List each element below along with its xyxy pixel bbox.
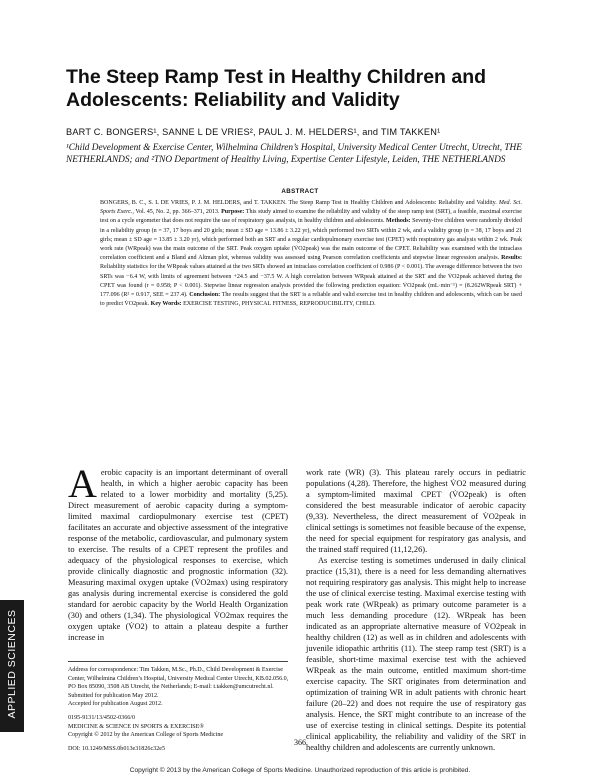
keywords-label: Key Words:	[150, 301, 182, 308]
intro-paragraph-1-cont: work rate (WR) (3). This plateau rarely occurs in pediatric populations (4,28). Therefore, the highest V̇O2 measured during a symptom-limited maximal CPET (V̇O2peak) is often considered the best measurable indicator of aerobic capacity (9,33). Nevertheless, the direct measurement of V̇O2peak in clinical settings is sometimes not feasible because of the expense, the need for special equipment for respiratory gas analysis, and the trained staff required (11,12,26).	[306, 468, 527, 554]
copyright-note: Copyright © 2012 by the American College of Sports Medicine	[68, 732, 224, 739]
sidebar-label: APPLIED SCIENCES	[6, 609, 18, 719]
affiliations: ¹Child Development & Exercise Center, Wilhelmina Children’s Hospital, University Medical Center Utrecht, Utrecht, THE NETHERLANDS; and ²TNO Department of Healthy Living, Expertise Center Lifestyle, Leiden, THE NETHERLANDS	[66, 143, 522, 165]
drop-cap: A	[68, 461, 97, 506]
doi-note: DOI: 10.1249/MSS.0b013e31826c32e5	[68, 745, 165, 752]
abstract-text	[100, 199, 522, 309]
results-label: Results:	[501, 255, 522, 262]
abstract-citation: BONGERS, B. C., S. L DE VRIES, P. J. M. HELDERS, and T. TAKKEN. The Steep Ramp Test in Healthy Children and Adolescents: Reliability and Validity.	[100, 200, 499, 206]
keywords-text: EXERCISE TESTING, PHYSICAL FITNESS, REPRODUCIBILITY, CHILD.	[181, 301, 376, 308]
body-column-left	[68, 461, 288, 643]
copyright-footer: Copyright © 2013 by the American College of Sports Medicine. Unauthorized reproduction of this article is prohibited.	[129, 767, 471, 774]
footnote-divider	[68, 661, 288, 662]
author-list: BART C. BONGERS¹, SANNE L DE VRIES², PAUL J. M. HELDERS¹, and TIM TAKKEN¹	[66, 127, 441, 137]
abstract-heading: ABSTRACT	[281, 188, 319, 195]
body-column-right	[306, 467, 526, 753]
results-text: Reliability statistics for the WRpeak values attained at the two SRTs showed an intraclass correlation coefficient of 0.986 (P < 0.001). The average difference between the two SRTs was −6.4 W, with limits of agreement between +24.5 and −37.5 W. A high correlation between WRpeak attained at the SRT and the V̇O2peak achieved during the CPET was found (r = 0.958; P < 0.001). Stepwise linear regression analysis provided the following prediction equation: V̇O2peak (mL·min⁻¹) = (8.262WRpeak SRT) + 177.096 (R² = 0.917, SEE = 237.4).	[100, 264, 522, 299]
conclusion-text: The results suggest that the SRT is a reliable and valid exercise test in healthy children and adolescents, which can be used to predict V̇O2peak.	[100, 292, 522, 308]
methods-label: Methods:	[386, 218, 411, 225]
journal-note: MEDICINE & SCIENCE IN SPORTS & EXERCISE®	[68, 723, 204, 730]
intro-paragraph-1: erobic capacity is an important determinant of overall health, in which a higher aerobic capacity has been related to a lower morbidity and mortality (5,25). Direct measurement of aerobic capacity during a symptom-limited maximal cardiopulmonary exercise test (CPET) facilitates an accurate and objective assessment of the integrative response of the metabolic, cardiovascular, and pulmonary system to exercise. The results of a CPET represent the profiles and adequacy of the physiological responses to exercise, which provide clinically diagnostic and prognostic information (32). Measuring maximal oxygen uptake (V̇O2max) using respiratory gas analysis during incremental exercise is considered the gold standard for aerobic capacity by the World Health Organization (30) and others (1,34). The physiological V̇O2max requires the oxygen uptake (V̇O2) to attain a plateau despite a further increase in	[68, 468, 288, 642]
purpose-text: This study aimed to examine the reliability and validity of the steep ramp test (SRT), a feasible, maximal exercise test on a cycle ergometer that does not require the use of respiratory gas analysis, in healthy children and adolescents.	[100, 209, 522, 225]
accepted-note: Accepted for publication August 2012.	[68, 701, 163, 708]
correspondence-note: Address for correspondence: Tim Takken, M.Sc., Ph.D., Child Development & Exercise Center, Wilhelmina Children’s Hospital, University Medical Center Utrecht, KB.02.056.0, PO Box 85090, 3508 AB Utrecht, the Netherlands; E-mail: t.takken@umcutrecht.nl.	[68, 667, 289, 691]
article-title: The Steep Ramp Test in Healthy Children and Adolescents: Reliability and Validity	[66, 66, 487, 111]
conclusion-label: Conclusion:	[189, 292, 221, 299]
abstract-journal: Med. Sci. Sports Exerc.	[100, 200, 522, 216]
submitted-note: Submitted for publication May 2012.	[68, 692, 159, 699]
purpose-label: Purpose:	[221, 209, 245, 216]
methods-text: Seventy-five children were randomly divided in a reliability group (n = 37, 17 boys and 20 girls; mean ± SD age = 13.86 ± 3.22 yr), which performed two SRTs within 2 wk, and a validity group (n = 38, 17 boys and 21 girls; mean ± SD age = 13.85 ± 3.20 yr), which performed both an SRT and a regular cardiopulmonary exercise test (CPET) with respiratory gas analysis within 2 wk. Peak work rate (WRpeak) was the main outcome of the SRT. Peak oxygen uptake (V̇O2peak) was the main outcome of the CPET. Reliability was examined with the intraclass correlation coefficient and a Bland and Altman plot, whereas validity was assessed using Pearson correlation coefficients and stepwise linear regression analysis.	[100, 218, 522, 262]
issn-note: 0195-9131/13/4502-0366/0	[68, 714, 136, 721]
abstract-citation-tail: , Vol. 45, No. 2, pp. 366–371, 2013.	[132, 209, 222, 216]
intro-paragraph-2: As exercise testing is sometimes underused in daily clinical practice (15,31), there is a need for less demanding alternatives not requiring respiratory gas analysis. This might help to increase the use of clinical exercise testing. Maximal exercise testing with peak work rate (WRpeak) as primary outcome parameter is a much less demanding procedure (12). WRpeak has been indicated as an appropriate alternative measure of V̇O2peak in healthy children (12) as well as in children and adolescents with juvenile idiopathic arthritis (11). The steep ramp test (SRT) is a feasible, short-time maximal exercise test with the achieved WRpeak as the main outcome, entitled maximum short-time exercise capacity. The SRT originates from determination and optimization of training WR in adult patients with chronic heart failure (20–22) and does not require the use of respiratory gas analysis. Hence, the SRT might contribute to an increase of the use of exercise testing in clinical settings. Despite its potential clinical applicability, the reliability and validity of the SRT in healthy children and adolescents are currently unknown.	[306, 556, 526, 752]
section-sidebar	[0, 600, 24, 732]
page-number: 366	[294, 738, 306, 747]
